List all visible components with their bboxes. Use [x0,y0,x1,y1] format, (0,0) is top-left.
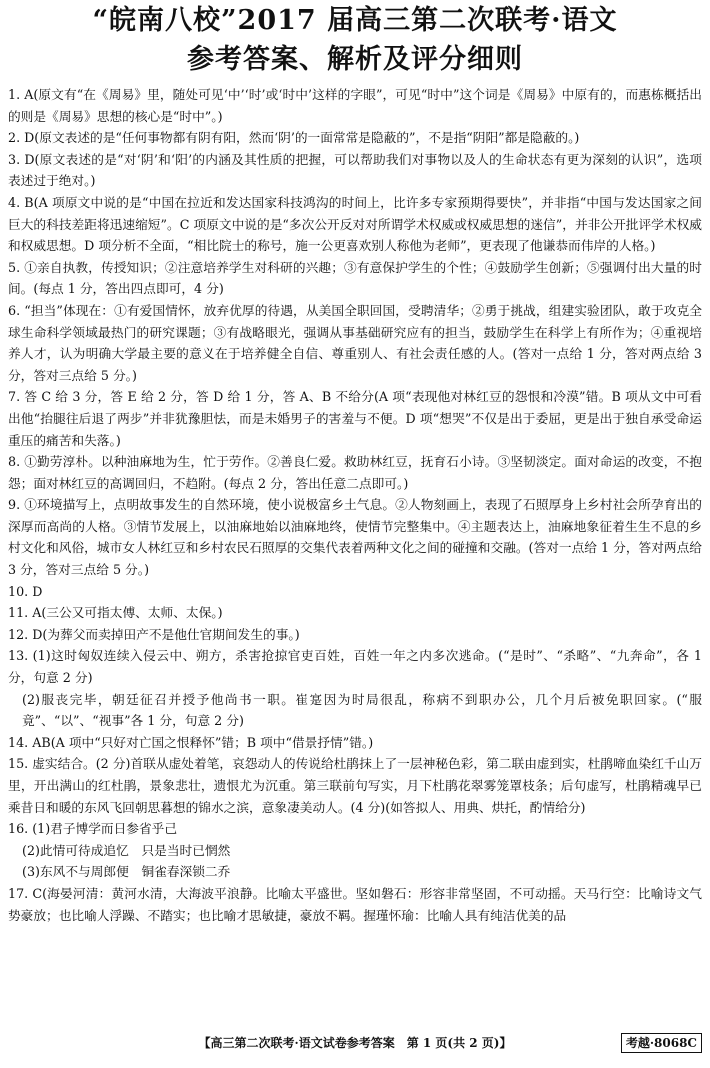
answer-text: 4. B(A 项原文中说的是“中国在拉近和发达国家科技鸿沟的时间上，比许多专家预期得要快”，并非指“中国与发达国家之间巨大的科技差距将迅速缩短”。C 项原文中说的是“多次公开反对对所谓学术权威或权威思想的迷信”，并非公开批评学术权威和权威思想。D 项分析不全面，“相比院士的称号，施一公更喜欢别人称他为老师”，更表现了他谦恭而伟岸的人格。) [8,194,702,254]
answer-item [8,494,702,580]
answer-text: 15. 虚实结合。(2 分)首联从虚处着笔，哀怨动人的传说给杜鹃抹上了一层神秘色彩，第二联由虚到实，杜鹃啼血染红千山万里，开出满山的红杜鹃，景象悲壮，遗恨尤为沉重。第三联前句写实，月下杜鹃花翠雾笼罩枝条；后句虚写，杜鹃精魂早已乘昔日和暖的东风飞回朝思暮想的锦水之滨，意象凄美动人。(4 分)(如答拟人、用典、烘托，酌情给分) [8,756,702,815]
answer-text: 17. C(海晏河清：黄河水清，大海波平浪静。比喻太平盛世。坚如磐石：形容非常坚固，不可动摇。天马行空：比喻诗文气势豪放；也比喻人浮躁、不踏实；也比喻才思敏捷，豪放不羁。握瑾怀瑜：比喻人具有纯洁优美的品 [8,885,702,923]
answer-text: 10. D [8,583,43,599]
answer-item [8,624,702,646]
answer-text: 13. (1)这时匈奴连续入侵云中、朔方，杀害抢掠官吏百姓，百姓一年之内多次逃命。(“是时”、“杀略”、“九奔命”，各 1 分，句意 2 分) [8,648,702,686]
answer-text: 3. D(原文表述的是“对‘阴’和‘阳’的内涵及其性质的把握，可以帮助我们对事物以及人的生命状态有更为深刻的认识”，选项表述过于绝对。) [8,151,702,189]
answer-item [8,84,702,127]
answer-item [8,753,702,818]
answer-item [8,818,702,883]
answer-text: 2. D(原文表述的是“任何事物都有阴有阳，然而‘阴’的一面常常是隐蔽的”，不是指“阴阳”都是隐蔽的。) [8,130,580,146]
page-footer [8,1032,702,1054]
answer-item [8,602,702,624]
footer-page-info: 【高三第二次联考·语文试卷参考答案 第 1 页(共 2 页)】 [198,1036,512,1050]
answer-text: 12. D(为葬父而卖掉田产不是他仕官期间发生的事。) [8,626,300,642]
answer-text: 14. AB(A 项中“只好对亡国之恨释怀”错；B 项中“借景抒情”错。) [8,734,374,750]
answer-item [8,149,702,192]
answer-item [8,645,702,731]
answer-text: 9. ①环境描写上，点明故事发生的自然环境，使小说极富乡土气息。②人物刻画上，表现了石照厚身上乡村社会所孕育出的深厚而高尚的人格。③情节发展上，以油麻地始以油麻地终，使情节完整集中。④主题表达上，油麻地象征着生生不息的乡村文化和风俗，城市女人林红豆和乡村农民石照厚的交集代表着两种文化之间的碰撞和交融。(答对一点给 1 分，答对两点给 3 分，答对三点给 5 分。) [8,497,702,578]
answer-subitem: (2)服丧完毕，朝廷征召并授予他尚书一职。崔寔因为时局很乱，称病不到职办公，几个月后被免职回家。(“服竟”、“以”、“视事”各 1 分，句意 2 分) [22,691,702,729]
document-title: “皖南八校”2017 届高三第二次联考·语文 [92,5,618,36]
answer-item [8,451,702,494]
answer-item [8,386,702,451]
answer-text: 11. A(三公又可指太傅、太师、太保。) [8,605,223,621]
answer-item [8,127,702,149]
answer-text: 1. A(原文有“在《周易》里，随处可见‘中’‘时’或‘时中’这样的字眼”，可见“时中”这个词是《周易》中原有的，而惠栋概括出的则是《周易》思想的核心是“时中”。) [8,87,702,124]
answer-item [8,732,702,754]
answer-text: 7. 答 C 给 3 分，答 E 给 2 分，答 D 给 1 分，答 A、B 不给分(A 项“表现他对林红豆的怨恨和冷漠”错。B 项从文中可看出他“抬腿往后退了两步”并非犹豫胆怯，而是未婚男子的害羞与不便。D 项“想哭”不仅是出于委屈，更是出于独自承受命运重压的痛苦和失落。) [8,389,702,448]
answer-subitem: (3)东风不与周郎便 铜雀春深锁二乔 [22,864,231,880]
answer-item [8,257,702,300]
answer-item [8,192,702,257]
answer-text: 8. ①勤劳淳朴。以种油麻地为生，忙于劳作。②善良仁爱。救助林红豆，抚育石小诗。③坚韧淡定。面对命运的改变，不抱怨；面对林红豆的高调回归，不趋附。(每点 2 分，答出任意二点即可。) [8,454,702,491]
answer-text: 16. (1)君子博学而日参省乎己 [8,821,178,837]
answer-list [8,84,702,926]
exam-code-badge: 考越·8068C [621,1033,702,1053]
document-subtitle: 参考答案、解析及评分细则 [187,44,523,75]
answer-item [8,300,702,386]
answer-item [8,581,702,603]
answer-item [8,883,702,926]
answer-subitem: (2)此情可待成追忆 只是当时已惘然 [22,842,231,858]
answer-text: 6. “担当”体现在：①有爱国情怀，放弃优厚的待遇，从美国全职回国，受聘清华；②勇于挑战，组建实验团队，敢于攻克全球生命科学领域最热门的研究课题；③有战略眼光，强调从事基础研究应有的担当，鼓励学生在科学上有所作为；④重视培养人才，认为明确大学最主要的意义在于培养健全自信、尊重别人、有社会责任感的人。(答对一点给 1 分，答对两点给 3 分，答对三点给 5 分。) [8,302,702,383]
answer-text: 5. ①亲自执教，传授知识；②注意培养学生对科研的兴趣；③有意保护学生的个性；④鼓励学生创新；⑤强调付出大量的时间。(每点 1 分，答出四点即可，4 分) [8,259,702,297]
